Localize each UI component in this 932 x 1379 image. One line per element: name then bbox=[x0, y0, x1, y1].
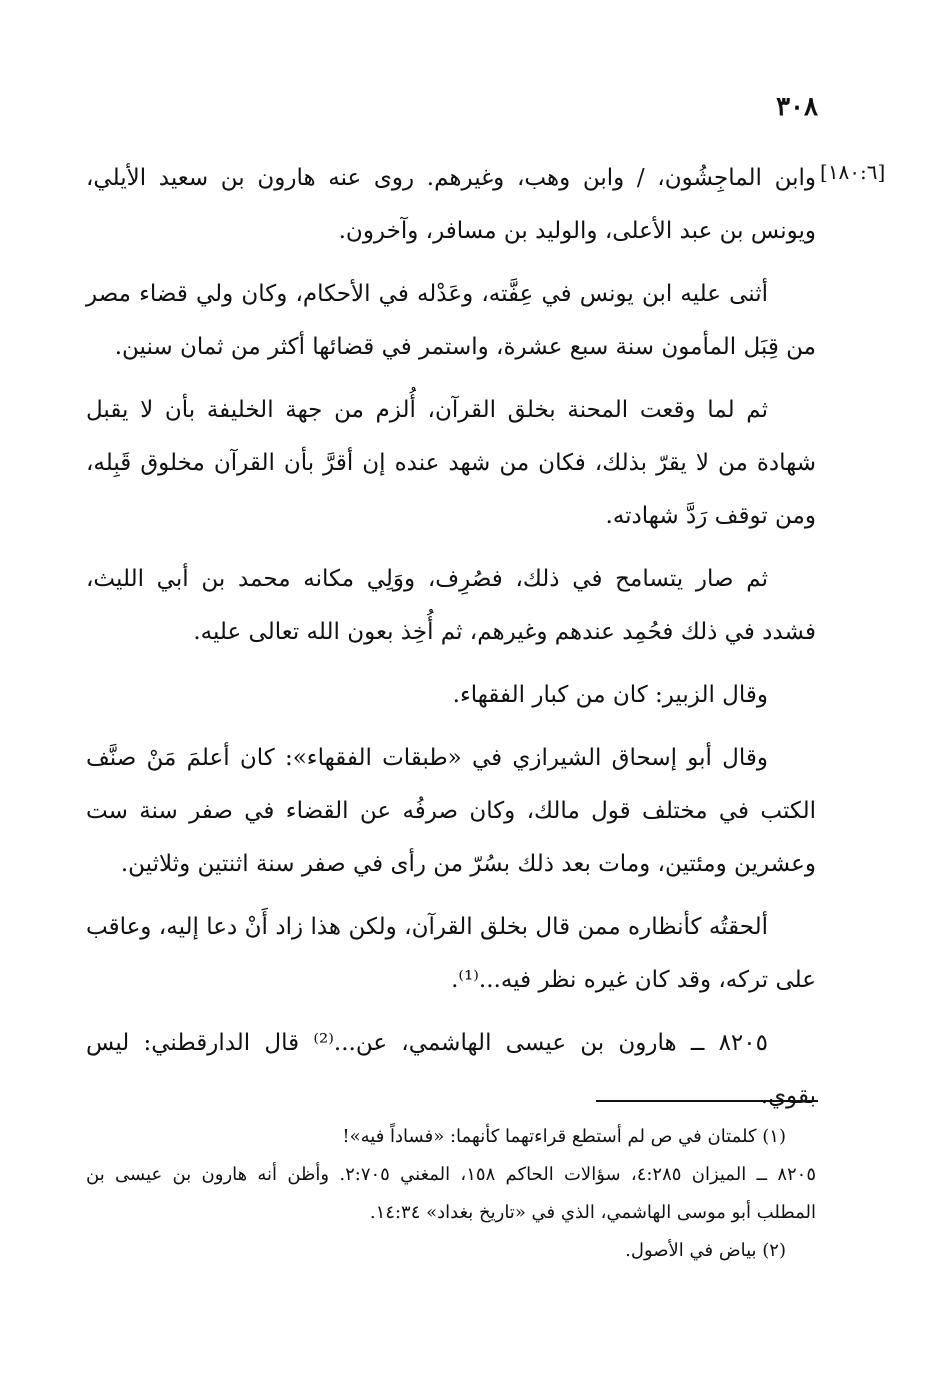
footnote-divider bbox=[596, 1100, 818, 1102]
paragraph: ألحقتُه كأنظاره ممن قال بخلق القرآن، ولكن هذا زاد أَنْ دعا إليه، وعاقب على تركه، وقد كان غيره نظر فيه...⁽¹⁾. bbox=[86, 914, 816, 993]
footnotes bbox=[86, 1118, 816, 1270]
main-text bbox=[86, 152, 816, 1133]
footnote: (٢) بياض في الأصول. bbox=[625, 1240, 786, 1261]
page-number: ٣٠٨ bbox=[776, 92, 818, 122]
paragraph: ثم صار يتسامح في ذلك، فصُرِف، ووَلِي مكانه محمد بن أبي الليث، فشدد في ذلك فحُمِد عندهم وغيرهم، ثم أُخِذ بعون الله تعالى عليه. bbox=[86, 566, 816, 645]
margin-reference: [١٨٠:٦] bbox=[820, 160, 886, 184]
paragraph: ثم لما وقعت المحنة بخلق القرآن، أُلزم من جهة الخليفة بأن لا يقبل شهادة من لا يقرّ بذلك، فكان من شهد عنده إن أقرَّ بأن القرآن مخلوق قَبِله، ومن توقف رَدَّ شهادته. bbox=[86, 397, 816, 529]
paragraph: وقال أبو إسحاق الشيرازي في «طبقات الفقهاء»: كان أعلمَ مَنْ صنَّف الكتب في مختلف قول مالك، وكان صرفُه عن القضاء في صفر سنة ست وعشرين ومئتين، ومات بعد ذلك بسُرّ من رأى في صفر سنة اثنتين وثلاثين. bbox=[86, 745, 816, 877]
paragraph: أثنى عليه ابن يونس في عِفَّته، وعَدْله في الأحكام، وكان ولي قضاء مصر من قِبَل المأمون سنة سبع عشرة، واستمر في قضائها أكثر من ثمان سنين. bbox=[86, 281, 816, 360]
paragraph: وقال الزبير: كان من كبار الفقهاء. bbox=[452, 682, 768, 708]
paragraph: ٨٢٠٥ ــ هارون بن عيسى الهاشمي، عن...⁽²⁾ قال الدارقطني: ليس بقوي. bbox=[86, 1030, 816, 1109]
footnote: ٨٢٠٥ ــ الميزان ٤:٢٨٥، سؤالات الحاكم ١٥٨، المغني ٢:٧٠٥. وأظن أنه هارون بن عيسى بن المطلب أبو موسى الهاشمي، الذي في «تاريخ بغداد» ١٤:٣٤. bbox=[86, 1164, 817, 1223]
footnote: (١) كلمتان في ص لم أستطع قراءتهما كأنهما: «فساداً فيه»! bbox=[342, 1126, 786, 1147]
paragraph: وابن الماجِشُون، / وابن وهب، وغيرهم. روى عنه هارون بن سعيد الأيلي، ويونس بن عبد الأعلى، والوليد بن مسافر، وآخرون. bbox=[86, 165, 816, 244]
